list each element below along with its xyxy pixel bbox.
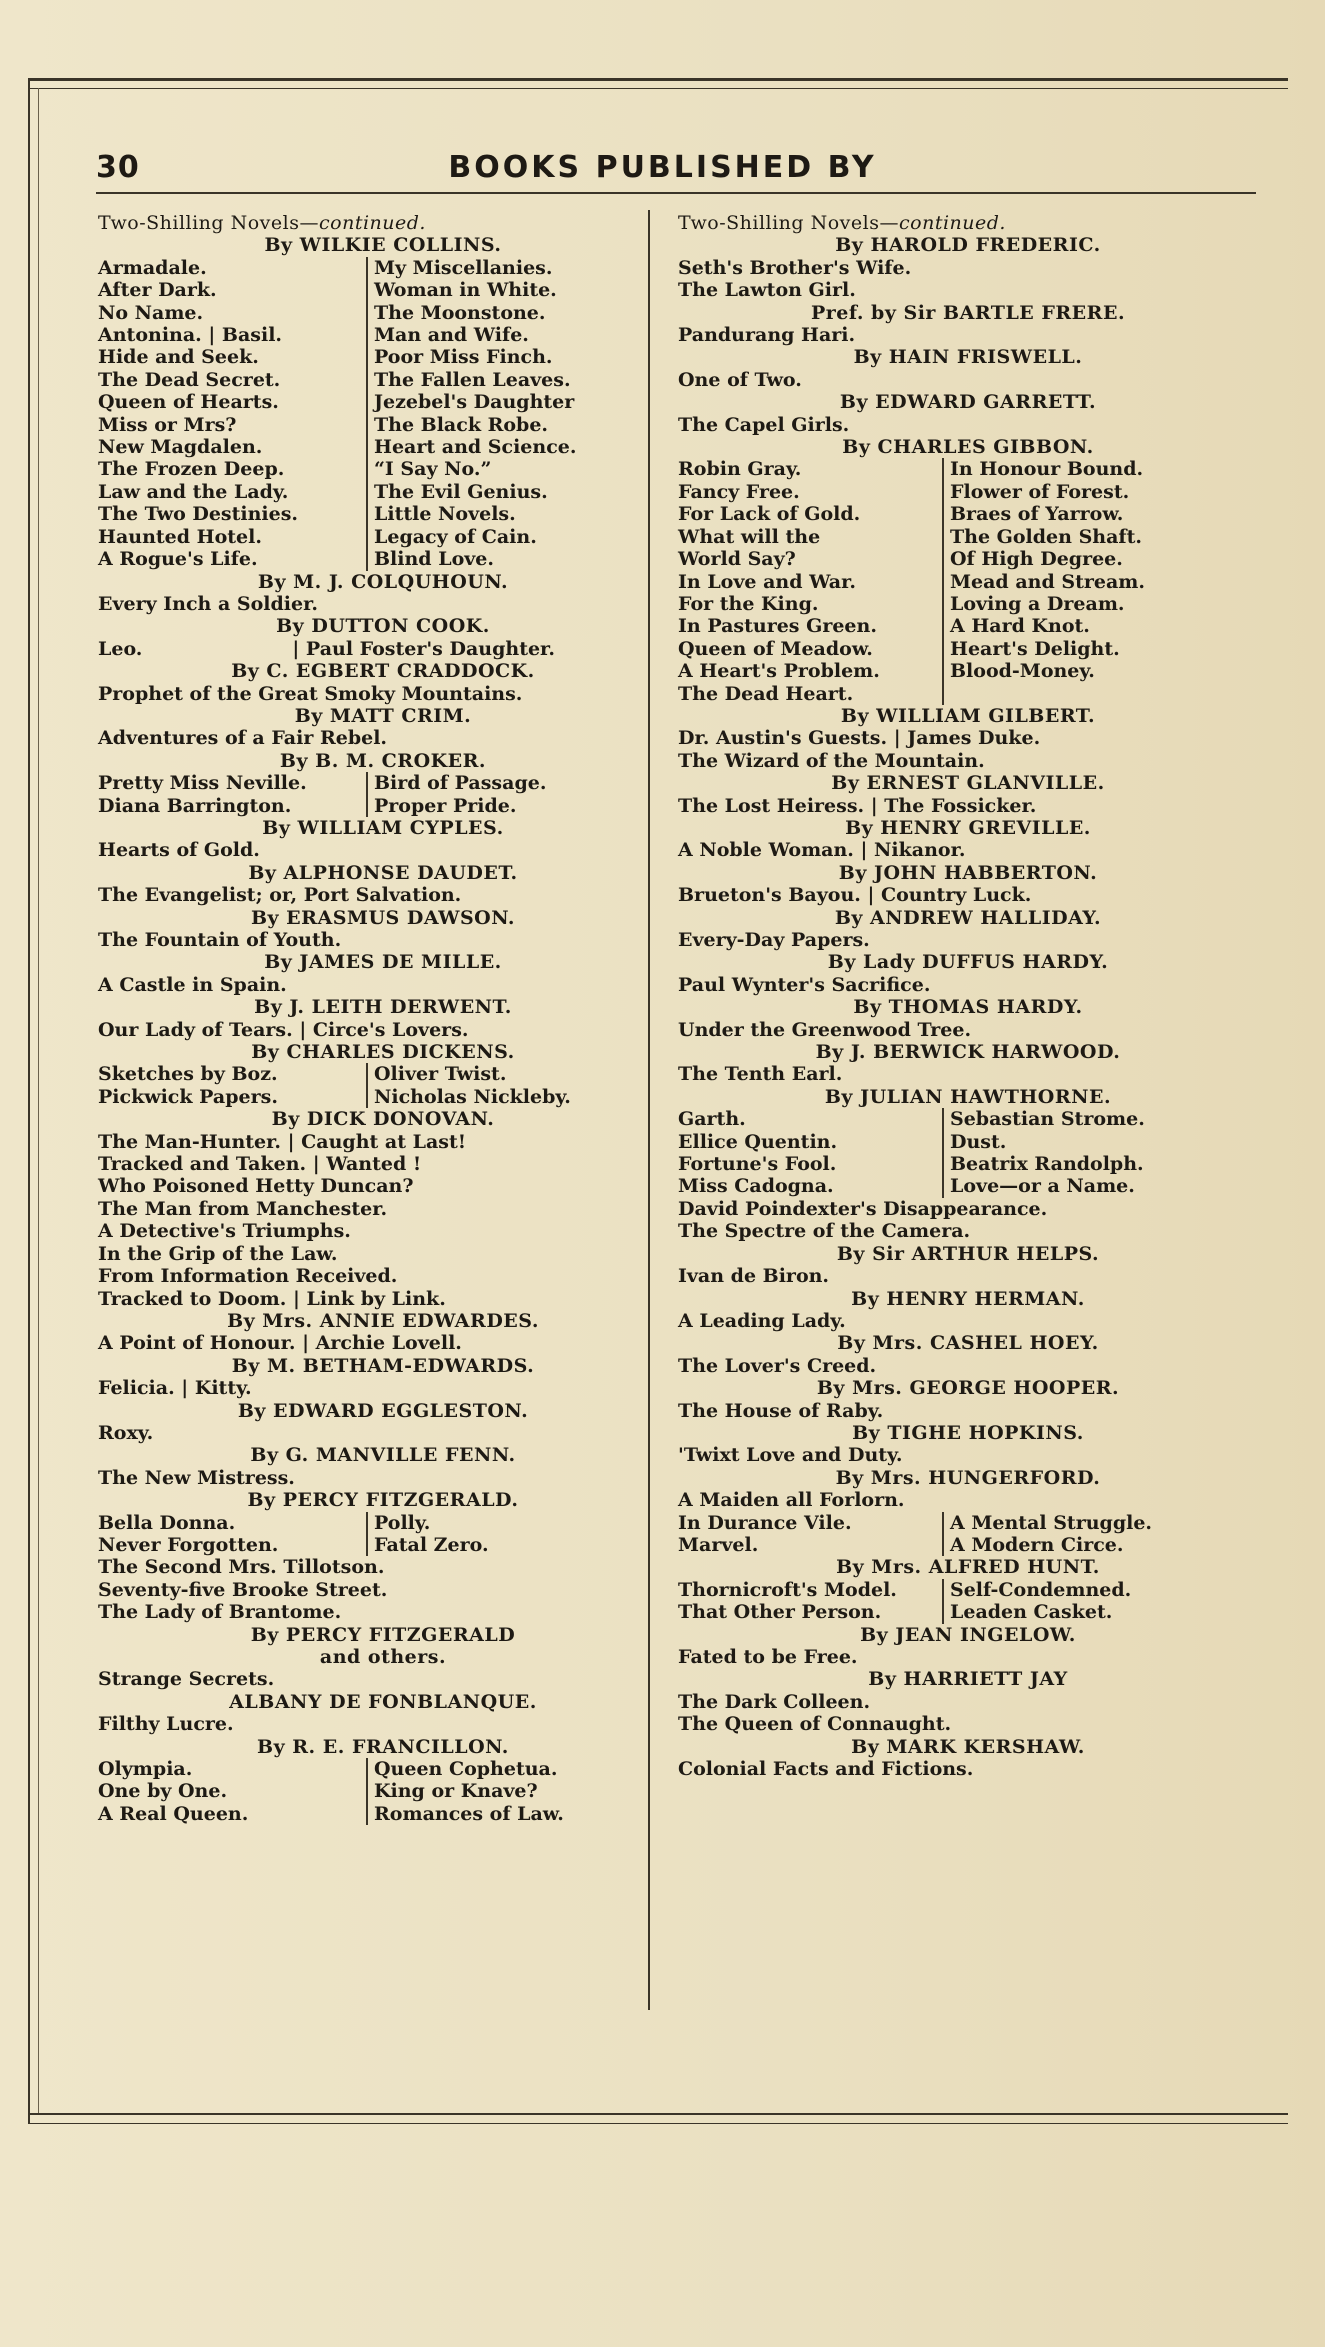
author-heading: By J. BERWICK HARWOOD. (815, 1041, 1121, 1064)
author-heading: By ERNEST GLANVILLE. (831, 772, 1105, 795)
book-title: The Wizard of the Mountain. (678, 749, 985, 772)
book-title: The Man from Manchester. (98, 1197, 388, 1220)
author-heading: By ALPHONSE DAUDET. (248, 861, 518, 884)
title-column-right (944, 1512, 1152, 1557)
border-rule (28, 2113, 1288, 2115)
author-heading: By Mrs. GEORGE HOOPER. (816, 1377, 1120, 1400)
author-heading: ALBANY DE FONBLANQUE. (229, 1690, 537, 1713)
book-title: The Evangelist; or, Port Salvation. (98, 884, 462, 907)
author-section (98, 862, 668, 907)
author-heading: By R. E. FRANCILLON. (257, 1735, 509, 1758)
author-heading: By M. BETHAM-EDWARDS. (231, 1354, 535, 1377)
two-column-titles (98, 1063, 668, 1108)
book-title: Garth. (678, 1108, 746, 1131)
book-title: Paul Wynter's Sacrifice. (678, 973, 931, 996)
book-title: The Fountain of Youth. (98, 929, 342, 951)
two-column-titles (678, 1512, 1258, 1557)
book-title: Leaden Casket. (950, 1601, 1113, 1624)
author-heading: By JAMES DE MILLE. (264, 951, 502, 974)
book-title: In Durance Vile. (678, 1511, 852, 1534)
book-title (950, 683, 1145, 705)
book-title: David Poindexter's Disappearance. (678, 1197, 1048, 1220)
border-rule (28, 78, 30, 2124)
book-title: A Hard Knot. (950, 615, 1090, 638)
author-section (678, 1668, 1258, 1735)
book-title: The Two Destinies. (98, 503, 299, 526)
book-title: Thornicroft's Model. (678, 1578, 897, 1601)
title-column-left (98, 772, 368, 817)
author-heading: By J. LEITH DERWENT. (254, 996, 512, 1019)
book-title: A Noble Woman. | Nikanor. (678, 839, 966, 862)
author-section (678, 1086, 1258, 1243)
author-heading: By CHARLES DICKENS. (251, 1041, 515, 1064)
book-title: Strange Secrets. (98, 1668, 275, 1691)
book-title: A Castle in Spain. (98, 973, 287, 996)
book-title: Bird of Passage. (374, 772, 547, 795)
author-section (678, 817, 1258, 862)
title-column-right (944, 458, 1145, 704)
author-section (678, 302, 1258, 347)
running-title: BOOKS PUBLISHED BY (448, 150, 877, 185)
author-heading: By HAIN FRISWELL. (853, 346, 1083, 369)
book-title: Law and the Lady. (98, 480, 289, 503)
title-column-right (368, 1063, 571, 1108)
continued-heading: Two-Shilling Novels—continued. (98, 212, 426, 234)
title-column-right (944, 1579, 1131, 1624)
book-title: In the Grip of the Law. (98, 1242, 338, 1265)
border-rule (38, 88, 39, 2114)
author-heading: By JULIAN HAWTHORNE. (824, 1085, 1112, 1108)
book-title: Fortune's Fool. (678, 1153, 837, 1176)
author-section (98, 1310, 668, 1355)
author-heading: By WILLIAM GILBERT. (840, 704, 1096, 727)
author-heading: By DUTTON COOK. (276, 615, 490, 638)
title-column-left (678, 1512, 944, 1557)
book-title: Of High Degree. (950, 548, 1123, 571)
book-title: Fancy Free. (678, 480, 800, 503)
author-heading: Pref. by Sir BARTLE FRERE. (810, 301, 1126, 324)
book-title: The Fallen Leaves. (374, 368, 571, 391)
book-title: 'Twixt Love and Duty. (678, 1444, 903, 1467)
author-section (678, 346, 1258, 391)
author-section (98, 234, 668, 570)
book-title: Marvel. (678, 1533, 759, 1556)
author-section (678, 1041, 1258, 1086)
page-header (0, 150, 1325, 190)
title-pair (98, 638, 668, 660)
author-section (98, 1108, 668, 1310)
author-heading: By ANDREW HALLIDAY. (834, 906, 1102, 929)
book-title: Queen of Meadow. (678, 637, 873, 660)
title-column-right (368, 772, 546, 817)
author-section (98, 571, 668, 616)
book-title: Never Forgotten. (98, 1533, 279, 1556)
author-section (98, 750, 668, 817)
author-section (678, 1624, 1258, 1669)
book-title: Love—or a Name. (950, 1175, 1135, 1198)
book-title: Pretty Miss Neville. (98, 772, 307, 795)
book-title: Self-Condemned. (950, 1578, 1132, 1601)
author-heading: By HENRY HERMAN. (851, 1287, 1085, 1310)
author-heading: By PERCY FITZGERALD (250, 1623, 516, 1646)
author-heading: By Mrs. ALFRED HUNT. (836, 1556, 1100, 1579)
author-heading: By JOHN HABBERTON. (838, 861, 1098, 884)
book-title: The Man-Hunter. | Caught at Last! (98, 1130, 467, 1153)
author-heading: By Mrs. ANNIE EDWARDES. (227, 1309, 539, 1332)
book-title: The House of Raby. (678, 1399, 884, 1422)
book-title: Poor Miss Finch. (374, 346, 553, 369)
author-section (98, 615, 668, 660)
title-column-left (98, 1512, 368, 1557)
author-heading: By HAROLD FREDERIC. (835, 234, 1101, 257)
book-title: Proper Pride. (374, 794, 517, 817)
author-heading: By Lady DUFFUS HARDY. (827, 951, 1109, 974)
author-heading: By MATT CRIM. (294, 704, 472, 727)
book-title: The Capel Girls. (678, 413, 850, 436)
book-title: Flower of Forest. (950, 480, 1130, 503)
book-title: No Name. (98, 301, 204, 324)
book-title: Queen Cophetua. (374, 1758, 558, 1781)
author-heading: By PERCY FITZGERALD. (247, 1489, 519, 1512)
author-heading: By B. M. CROKER. (279, 749, 487, 772)
book-title: Roxy. (98, 1421, 154, 1444)
book-title: King or Knave? (374, 1780, 538, 1803)
author-heading: By ERASMUS DAWSON. (250, 906, 516, 929)
book-title: A Point of Honour. | Archie Lovell. (98, 1332, 462, 1355)
author-heading: By WILLIAM CYPLES. (262, 816, 504, 839)
author-heading: By Mrs. CASHEL HOEY. (837, 1332, 1099, 1355)
book-title: Heart's Delight. (950, 637, 1120, 660)
author-heading: By HARRIETT JAY (868, 1668, 1068, 1691)
book-title: Oliver Twist. (374, 1063, 507, 1086)
book-title: The Lost Heiress. | The Fossicker. (678, 794, 1037, 817)
book-title: Fated to be Free. (678, 1646, 858, 1668)
book-title: Under the Greenwood Tree. (678, 1018, 972, 1041)
book-title: The Dead Heart. (678, 682, 854, 705)
book-title: Little Novels. (374, 503, 516, 526)
book-title: Every Inch a Soldier. (98, 592, 318, 615)
author-section (678, 1556, 1258, 1623)
title-column-left (678, 1108, 944, 1198)
book-title: New Magdalen. (98, 436, 263, 459)
author-heading: By JEAN INGELOW. (860, 1623, 1076, 1646)
book-title: Hide and Seek. (98, 346, 259, 369)
author-heading-sub: and others. (319, 1646, 447, 1668)
author-heading: By CHARLES GIBBON. (842, 436, 1094, 459)
author-heading: By WILKIE COLLINS. (264, 234, 502, 257)
author-section (678, 1736, 1258, 1781)
author-heading: By G. MANVILLE FENN. (250, 1444, 516, 1467)
book-title: Ellice Quentin. (678, 1130, 838, 1153)
book-title: Sebastian Strome. (950, 1108, 1145, 1131)
book-title: Adventures of a Fair Rebel. (98, 727, 388, 750)
header-rule (96, 192, 1256, 194)
two-column-titles (98, 1758, 668, 1825)
author-heading: By MARK KERSHAW. (851, 1735, 1085, 1758)
book-title: The New Mistress. (98, 1466, 295, 1489)
author-heading: By TIGHE HOPKINS. (852, 1421, 1084, 1444)
two-column-titles (98, 257, 668, 571)
author-section (678, 705, 1258, 772)
title-column-left (678, 458, 944, 704)
book-title: Colonial Facts and Fictions. (678, 1758, 974, 1781)
author-section (678, 1467, 1258, 1557)
author-section (678, 1288, 1258, 1333)
author-section (98, 1489, 668, 1623)
book-title: Fatal Zero. (374, 1533, 489, 1556)
left-column (98, 212, 668, 1825)
book-title: Beatrix Randolph. (950, 1153, 1144, 1176)
border-rule (28, 88, 1288, 89)
book-title: Robin Gray. (678, 458, 802, 481)
book-title: Hearts of Gold. (98, 839, 260, 862)
book-title: Tracked to Doom. | Link by Link. (98, 1287, 446, 1310)
author-heading: By DICK DONOVAN. (271, 1108, 495, 1131)
book-title: That Other Person. (678, 1601, 882, 1624)
book-title: Jezebel's Daughter (374, 391, 575, 414)
book-title: Bella Donna. (98, 1511, 236, 1534)
book-title: Pandurang Hari. (678, 324, 856, 347)
title-column-left (98, 1063, 368, 1108)
book-title: For the King. (678, 592, 819, 615)
author-section (678, 1243, 1258, 1288)
book-title: A Rogue's Life. (98, 548, 258, 571)
author-section (678, 234, 1258, 301)
book-title: The Spectre of the Camera. (678, 1220, 971, 1243)
book-title: The Queen of Connaught. (678, 1713, 952, 1736)
book-title: One by One. (98, 1780, 228, 1803)
author-section (678, 907, 1258, 952)
book-title: Seth's Brother's Wife. (678, 256, 912, 279)
book-title: In Love and War. (678, 570, 856, 593)
book-title: Braes of Yarrow. (950, 503, 1124, 526)
book-title: A Real Queen. (98, 1802, 249, 1825)
two-column-titles (678, 458, 1258, 704)
title-column-right (368, 1758, 564, 1825)
border-rule (28, 2123, 1288, 2124)
book-title: Every-Day Papers. (678, 929, 870, 951)
book-title: Tracked and Taken. | Wanted ! (98, 1153, 422, 1176)
book-title: The Golden Shaft. (950, 525, 1142, 548)
book-title: Olympia. (98, 1758, 193, 1781)
two-column-titles (98, 1512, 668, 1557)
author-section (98, 705, 668, 750)
book-title: For Lack of Gold. (678, 503, 861, 526)
book-title: Woman in White. (374, 279, 557, 302)
book-title: Legacy of Cain. (374, 525, 537, 548)
book-title: A Modern Circe. (950, 1533, 1124, 1556)
author-section (678, 1377, 1258, 1422)
book-title: The Dead Secret. (98, 368, 281, 391)
book-title: Armadale. (98, 256, 207, 279)
title-column-left (98, 1758, 368, 1825)
author-heading: By EDWARD EGGLESTON. (237, 1399, 529, 1422)
author-section (678, 772, 1258, 817)
two-column-titles (678, 1108, 1258, 1198)
book-title: Heart and Science. (374, 436, 577, 459)
author-section (678, 436, 1258, 705)
book-title: Mead and Stream. (950, 570, 1145, 593)
book-title: The Moonstone. (374, 301, 546, 324)
author-heading: By C. EGBERT CRADDOCK. (231, 660, 535, 683)
two-column-titles (98, 772, 668, 817)
author-section (98, 1736, 668, 1826)
book-title: The Frozen Deep. (98, 458, 285, 481)
author-section (98, 951, 668, 996)
book-title: Polly. (374, 1511, 431, 1534)
book-title: Miss Cadogna. (678, 1175, 834, 1198)
book-title: A Leading Lady. (678, 1309, 846, 1332)
book-title: | Paul Foster's Daughter. (292, 637, 555, 660)
book-title: A Detective's Triumphs. (98, 1220, 351, 1243)
book-title: World Say? (678, 548, 796, 571)
title-column-left (98, 257, 368, 571)
book-title: Loving a Dream. (950, 592, 1125, 615)
author-section (678, 1422, 1258, 1467)
book-title: After Dark. (98, 279, 217, 302)
book-title: A Mental Struggle. (950, 1511, 1153, 1534)
book-title: Seventy-five Brooke Street. (98, 1578, 388, 1601)
book-title: Queen of Hearts. (98, 391, 279, 414)
book-title: Sketches by Boz. (98, 1063, 278, 1086)
book-title: Antonina. | Basil. (98, 324, 283, 347)
book-title: Blood-Money. (950, 660, 1095, 683)
title-column-left (678, 1579, 944, 1624)
book-title: From Information Received. (98, 1265, 398, 1288)
book-title: Who Poisoned Hetty Duncan? (98, 1175, 414, 1198)
book-title: The Lady of Brantome. (98, 1601, 342, 1624)
book-title: Dr. Austin's Guests. | James Duke. (678, 727, 1041, 750)
book-title: Our Lady of Tears. | Circe's Lovers. (98, 1018, 469, 1041)
author-section (98, 1624, 668, 1691)
book-title: Prophet of the Great Smoky Mountains. (98, 682, 523, 705)
book-title: Miss or Mrs? (98, 413, 237, 436)
book-title: Ivan de Biron. (678, 1265, 830, 1288)
book-title: One of Two. (678, 368, 802, 391)
title-column-right (368, 1512, 489, 1557)
book-title: Dust. (950, 1130, 1007, 1153)
author-section (678, 391, 1258, 436)
book-title: Leo. (98, 637, 143, 660)
title-column-right (944, 1108, 1145, 1198)
author-heading: By M. J. COLQUHOUN. (257, 570, 509, 593)
book-title: The Lawton Girl. (678, 279, 856, 302)
author-section (98, 1041, 668, 1108)
right-column (678, 212, 1258, 1780)
author-section (678, 951, 1258, 996)
book-title: Pickwick Papers. (98, 1085, 278, 1108)
book-title: A Heart's Problem. (678, 660, 880, 683)
book-title: In Pastures Green. (678, 615, 877, 638)
book-title: The Lover's Creed. (678, 1354, 877, 1377)
author-section (678, 996, 1258, 1041)
book-title: What will the (678, 525, 821, 548)
author-section (98, 907, 668, 952)
author-section (98, 996, 668, 1041)
book-title: The Black Robe. (374, 413, 549, 436)
author-section (98, 1355, 668, 1400)
book-title: Haunted Hotel. (98, 525, 262, 548)
author-section (98, 660, 668, 705)
author-section (98, 1400, 668, 1445)
border-rule (28, 78, 1288, 81)
page-number: 30 (96, 150, 140, 185)
book-title: “I Say No.” (374, 458, 492, 481)
book-title: The Evil Genius. (374, 480, 548, 503)
title-column-right (368, 257, 576, 571)
book-title: The Dark Colleen. (678, 1690, 871, 1713)
book-title: Diana Barrington. (98, 794, 292, 817)
author-heading: By Mrs. HUNGERFORD. (835, 1466, 1101, 1489)
book-title: Brueton's Bayou. | Country Luck. (678, 884, 1032, 907)
continued-heading: Two-Shilling Novels—continued. (678, 212, 1006, 234)
book-title: The Tenth Earl. (678, 1063, 843, 1086)
book-title: Nicholas Nickleby. (374, 1085, 571, 1108)
book-title: A Maiden all Forlorn. (678, 1489, 905, 1512)
book-title: In Honour Bound. (950, 458, 1144, 481)
book-title: Filthy Lucre. (98, 1713, 234, 1736)
author-heading: By EDWARD GARRETT. (839, 391, 1097, 414)
author-section (98, 1691, 668, 1736)
author-section (678, 862, 1258, 907)
book-title: The Second Mrs. Tillotson. (98, 1556, 385, 1579)
author-heading: By THOMAS HARDY. (853, 996, 1083, 1019)
author-heading: By Sir ARTHUR HELPS. (836, 1242, 1100, 1265)
book-title: Man and Wife. (374, 324, 529, 347)
author-section (98, 817, 668, 862)
two-column-titles (678, 1579, 1258, 1624)
author-section (678, 1332, 1258, 1377)
book-title: Felicia. | Kitty. (98, 1377, 252, 1400)
book-title: My Miscellanies. (374, 256, 553, 279)
book-title: Blind Love. (374, 548, 494, 571)
author-heading: By HENRY GREVILLE. (845, 816, 1091, 839)
book-title: Romances of Law. (374, 1802, 564, 1825)
author-section (98, 1444, 668, 1489)
